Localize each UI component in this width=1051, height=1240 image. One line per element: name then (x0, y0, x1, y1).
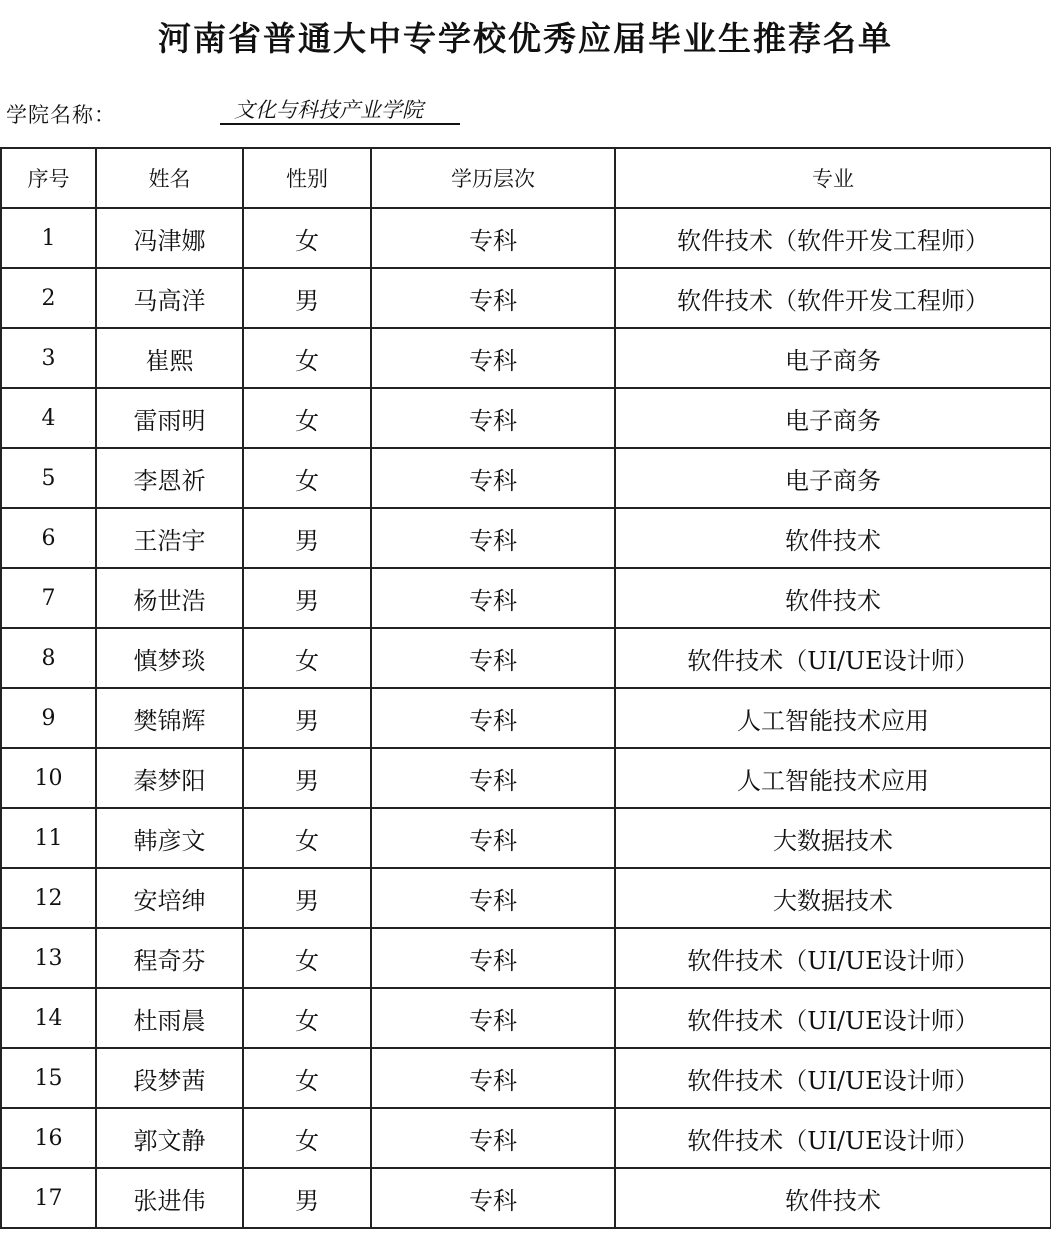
cell-number: 10 (1, 748, 96, 808)
cell-education-level: 专科 (371, 988, 615, 1048)
cell-number: 14 (1, 988, 96, 1048)
cell-major: 大数据技术 (615, 868, 1051, 928)
table-row (1, 628, 1051, 688)
header-name: 姓名 (96, 148, 243, 208)
cell-gender: 女 (243, 208, 371, 268)
cell-gender: 女 (243, 808, 371, 868)
cell-name: 慎梦琰 (96, 628, 243, 688)
cell-major: 大数据技术 (615, 808, 1051, 868)
cell-gender: 男 (243, 268, 371, 328)
table-header-row (1, 148, 1051, 208)
cell-name: 杨世浩 (96, 568, 243, 628)
cell-major: 软件技术 (615, 508, 1051, 568)
cell-name: 马高洋 (96, 268, 243, 328)
cell-gender: 女 (243, 388, 371, 448)
cell-education-level: 专科 (371, 388, 615, 448)
cell-major: 软件技术（UI/UE设计师） (615, 988, 1051, 1048)
table-row (1, 688, 1051, 748)
cell-number: 16 (1, 1108, 96, 1168)
cell-gender: 男 (243, 748, 371, 808)
cell-education-level: 专科 (371, 688, 615, 748)
cell-number: 9 (1, 688, 96, 748)
cell-education-level: 专科 (371, 1108, 615, 1168)
table-row (1, 1168, 1051, 1228)
cell-major: 电子商务 (615, 388, 1051, 448)
cell-number: 11 (1, 808, 96, 868)
table-row (1, 568, 1051, 628)
cell-education-level: 专科 (371, 268, 615, 328)
cell-name: 段梦茜 (96, 1048, 243, 1108)
cell-major: 软件技术（软件开发工程师） (615, 268, 1051, 328)
cell-number: 6 (1, 508, 96, 568)
cell-education-level: 专科 (371, 568, 615, 628)
page-title: 河南省普通大中专学校优秀应届毕业生推荐名单 (158, 19, 893, 58)
cell-name: 雷雨明 (96, 388, 243, 448)
cell-number: 3 (1, 328, 96, 388)
cell-gender: 女 (243, 988, 371, 1048)
table-row (1, 808, 1051, 868)
table-row (1, 1048, 1051, 1108)
table-row (1, 388, 1051, 448)
table-row (1, 1108, 1051, 1168)
cell-number: 17 (1, 1168, 96, 1228)
cell-major: 软件技术（UI/UE设计师） (615, 1048, 1051, 1108)
cell-name: 程奇芬 (96, 928, 243, 988)
graduate-table (0, 147, 1051, 1229)
cell-name: 杜雨晨 (96, 988, 243, 1048)
cell-name: 安培绅 (96, 868, 243, 928)
cell-number: 5 (1, 448, 96, 508)
cell-major: 软件技术（软件开发工程师） (615, 208, 1051, 268)
cell-number: 1 (1, 208, 96, 268)
cell-education-level: 专科 (371, 928, 615, 988)
cell-major: 电子商务 (615, 328, 1051, 388)
cell-name: 张进伟 (96, 1168, 243, 1228)
header-major: 专业 (615, 148, 1051, 208)
header-number: 序号 (1, 148, 96, 208)
cell-name: 秦梦阳 (96, 748, 243, 808)
cell-major: 软件技术 (615, 568, 1051, 628)
cell-gender: 女 (243, 1108, 371, 1168)
cell-gender: 男 (243, 688, 371, 748)
cell-gender: 男 (243, 868, 371, 928)
cell-major: 人工智能技术应用 (615, 748, 1051, 808)
cell-number: 4 (1, 388, 96, 448)
cell-education-level: 专科 (371, 628, 615, 688)
cell-education-level: 专科 (371, 208, 615, 268)
cell-number: 15 (1, 1048, 96, 1108)
cell-name: 樊锦辉 (96, 688, 243, 748)
cell-gender: 女 (243, 328, 371, 388)
college-row (0, 75, 1051, 147)
cell-education-level: 专科 (371, 328, 615, 388)
cell-number: 13 (1, 928, 96, 988)
cell-education-level: 专科 (371, 448, 615, 508)
table-row (1, 208, 1051, 268)
header-gender: 性别 (243, 148, 371, 208)
cell-major: 软件技术（UI/UE设计师） (615, 628, 1051, 688)
table-row (1, 508, 1051, 568)
table-row (1, 868, 1051, 928)
cell-education-level: 专科 (371, 1168, 615, 1228)
cell-name: 李恩祈 (96, 448, 243, 508)
table-body (1, 208, 1051, 1228)
cell-major: 人工智能技术应用 (615, 688, 1051, 748)
cell-major: 软件技术（UI/UE设计师） (615, 1108, 1051, 1168)
cell-name: 韩彦文 (96, 808, 243, 868)
cell-number: 7 (1, 568, 96, 628)
cell-education-level: 专科 (371, 748, 615, 808)
cell-number: 12 (1, 868, 96, 928)
cell-gender: 女 (243, 1048, 371, 1108)
cell-number: 8 (1, 628, 96, 688)
cell-name: 崔熙 (96, 328, 243, 388)
cell-gender: 女 (243, 928, 371, 988)
cell-name: 王浩宇 (96, 508, 243, 568)
cell-education-level: 专科 (371, 808, 615, 868)
cell-education-level: 专科 (371, 508, 615, 568)
table-row (1, 448, 1051, 508)
cell-gender: 男 (243, 1168, 371, 1228)
cell-major: 软件技术 (615, 1168, 1051, 1228)
cell-name: 冯津娜 (96, 208, 243, 268)
table-row (1, 928, 1051, 988)
table-row (1, 328, 1051, 388)
college-name: 文化与科技产业学院 (220, 97, 460, 125)
table-row (1, 268, 1051, 328)
cell-gender: 男 (243, 568, 371, 628)
cell-gender: 女 (243, 448, 371, 508)
cell-education-level: 专科 (371, 868, 615, 928)
cell-gender: 女 (243, 628, 371, 688)
cell-gender: 男 (243, 508, 371, 568)
college-label: 学院名称： (6, 103, 116, 127)
table-row (1, 988, 1051, 1048)
cell-education-level: 专科 (371, 1048, 615, 1108)
cell-major: 软件技术（UI/UE设计师） (615, 928, 1051, 988)
table-row (1, 748, 1051, 808)
cell-name: 郭文静 (96, 1108, 243, 1168)
header-education-level: 学历层次 (371, 148, 615, 208)
cell-number: 2 (1, 268, 96, 328)
cell-major: 电子商务 (615, 448, 1051, 508)
